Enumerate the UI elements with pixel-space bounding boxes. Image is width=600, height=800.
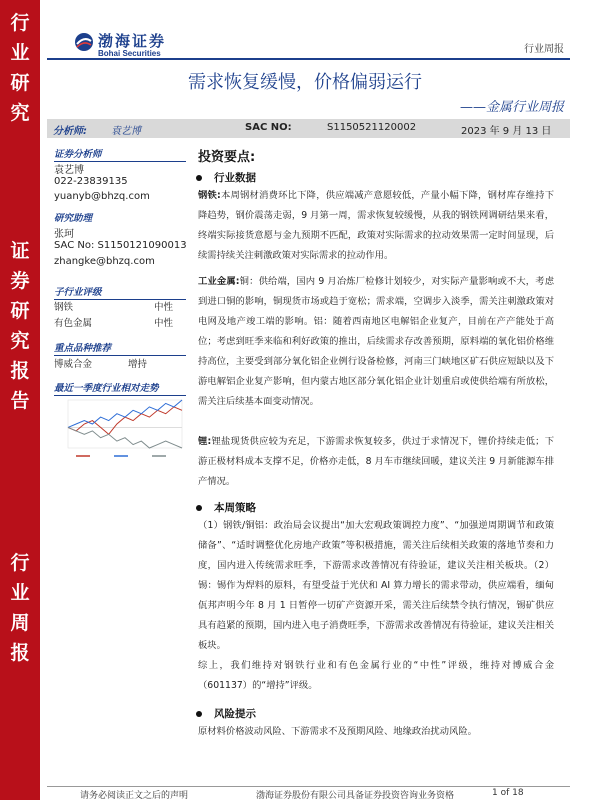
investment-points-heading: 投资要点:	[198, 150, 256, 165]
section-title: 行业数据	[214, 172, 256, 184]
relative-trend-chart	[54, 396, 186, 460]
footer-company: 渤海证券股份有限公司具备证券投资咨询业务资格	[256, 791, 455, 800]
paragraph-lead: 工业金属:	[198, 276, 240, 287]
side-char: 业	[10, 42, 30, 64]
side-char: 究	[10, 102, 30, 124]
side-char: 报	[10, 360, 30, 382]
rating-section-heading: 子行业评级	[54, 284, 186, 300]
bullet-icon	[196, 711, 202, 717]
side-char: 证	[10, 240, 30, 262]
bullet-icon	[196, 505, 202, 511]
side-char: 券	[10, 270, 30, 292]
paragraph-lead: 锂:	[198, 436, 212, 447]
stock-rating: 增持	[128, 359, 148, 370]
analyst-name-left: 袁艺博	[54, 165, 84, 176]
logo-mark-icon	[74, 32, 94, 52]
analyst-phone: 022-23839135	[54, 176, 128, 187]
side-label-bottom	[0, 548, 40, 668]
assistant-section-heading: 研究助理	[54, 213, 93, 224]
paragraph-body: 本周钢材消费环比下降，供应端减产意愿较低，产量小幅下降，钢材库存维持下降趋势，钢价震荡走弱，9 月第一周，需求恢复较缓慢，从我的钢铁网调研结果来看，终端实际接货意愿与金九预期不匹配，政策对实际需求的拉动效果需一定时间显现，后续需持续关注刺激政策对实际需求的拉动作用。	[198, 190, 554, 261]
side-label-top	[0, 8, 40, 128]
doc-type: 行业周报	[524, 44, 564, 55]
paragraph-body: 综上，我们维持对钢铁行业和有色金属行业的“中性”评级，维持对博威合金（601137）的“增持”评级。	[198, 660, 554, 691]
side-char: 研	[10, 72, 30, 94]
logo-text-cn: 渤海证券	[98, 32, 167, 50]
sac-number: S1150521120002	[327, 122, 417, 133]
section-industry-data	[196, 170, 256, 185]
side-char: 究	[10, 330, 30, 352]
report-title: 需求恢复缓慢，价格偏弱运行	[188, 72, 422, 93]
side-char: 告	[10, 390, 30, 412]
assistant-sac: SAC No: S1150121090013	[54, 240, 187, 251]
side-char: 研	[10, 300, 30, 322]
stock-section-heading: 重点品种推荐	[54, 340, 186, 356]
page-number: 1 of 18	[492, 788, 524, 798]
assistant-email[interactable]: zhangke@bhzq.com	[54, 256, 155, 267]
header-divider	[47, 58, 570, 60]
section-title: 本周策略	[214, 502, 256, 514]
footer-divider	[47, 786, 570, 787]
info-bar	[47, 119, 570, 138]
rating-row	[54, 299, 186, 313]
section-title: 风险提示	[214, 708, 256, 720]
assistant-name: 张珂	[54, 229, 74, 240]
paragraph-body: 锂盐现货供应较为充足，下游需求恢复较多，供过于求情况下，锂价持续走低；下游正极材料成本支撑不足，价格亦走低，8 月车市继续回暖，建议关注 9 月新能源车排产情况。	[198, 436, 554, 487]
paragraph-body: 原材料价格波动风险、下游需求不及预期风险、地缘政治扰动风险。	[198, 726, 477, 737]
analyst-email[interactable]: yuanyb@bhzq.com	[54, 191, 150, 202]
side-banner	[0, 0, 40, 800]
side-label-middle	[0, 236, 40, 416]
footer-disclaimer: 请务必阅读正文之后的声明	[80, 791, 189, 800]
stock-name: 博威合金	[54, 359, 93, 370]
trend-section-heading: 最近一季度行业相对走势	[54, 380, 186, 396]
stock-row	[54, 356, 186, 370]
section-risk	[196, 706, 256, 721]
side-char: 周	[10, 612, 30, 634]
paragraph-lithium	[198, 432, 554, 492]
paragraph-strategy	[198, 516, 554, 656]
rating-industry: 有色金属	[54, 318, 93, 329]
paragraph-lead: 钢铁:	[198, 190, 221, 201]
paragraph-body: （1）钢铁/铜铝：政治局会议提出“加大宏观政策调控力度”、“加强逆周期调节和政策储备”、“适时调整优化房地产政策”等积极措施，需关注后续相关政策的落地节奏和力度，国内进入传统需求旺季，下游需求改善情况有待验证，建议关注相关板块。（2）锡：锡作为焊料的原料，有望受益于光伏和 AI 算力增长的需求带动，供应端看，缅甸佤邦声明今年 8 月 1 日暂停一切矿产资源开采，需关注后续禁令执行情况，锡矿供应具有趋紧的预期，国内进入电子消费旺季，下游需求改善情况有待验证，建议关注相关板块。	[198, 520, 554, 651]
paragraph-industrial-metals	[198, 272, 554, 412]
sac-label: SAC NO:	[245, 122, 292, 133]
side-char: 业	[10, 582, 30, 604]
rating-value: 中性	[154, 318, 174, 329]
side-char: 报	[10, 642, 30, 664]
side-char: 行	[10, 12, 30, 34]
analyst-label: 分析师:	[53, 126, 87, 137]
side-char: 行	[10, 552, 30, 574]
report-subtitle: ——金属行业周报	[459, 100, 564, 115]
analyst-name: 袁艺博	[111, 126, 141, 137]
chart-series-line	[68, 427, 182, 448]
logo-text-en: Bohai Securities	[98, 49, 161, 58]
report-date: 2023 年 9 月 13 日	[461, 126, 552, 137]
bullet-icon	[196, 175, 202, 181]
section-weekly-strategy	[196, 500, 256, 515]
rating-row	[54, 315, 186, 329]
analyst-section-heading: 证券分析师	[54, 146, 186, 162]
paragraph-body: 铜：供给端，国内 9 月冶炼厂检修计划较少，对实际产量影响或不大，考虑到进口铜的影响，铜现货市场或趋于宽松；需求端，空调步入淡季，需关注刺激政策对电网及地产竣工端的影响。铝：随着西南地区电解铝企业复产，目前在产产能处于高位；考虑到旺季来临和利好政策的推出，后续需求存改善预期，原料端的氧化铝价格维持高位，主要受到部分氧化铝企业例行设备检修，河南三门峡地区矿石供应短缺以及下游电解铝企业复产影响，但内蒙古地区部分氧化铝企业计划重启或使供给端有所放松，需关注后续基本面变动情况。	[198, 276, 555, 407]
paragraph-summary	[198, 656, 554, 696]
paragraph-steel	[198, 186, 554, 266]
paragraph-risk	[198, 722, 554, 742]
rating-value: 中性	[154, 302, 174, 313]
rating-industry: 钢铁	[54, 302, 74, 313]
